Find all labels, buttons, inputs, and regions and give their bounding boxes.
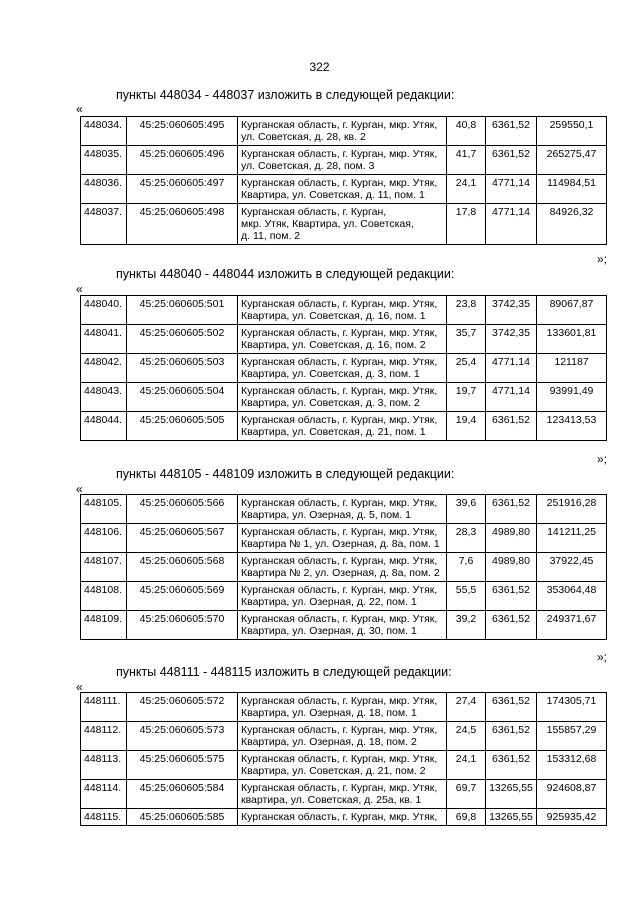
cadastral-number-cell: 45:25:060605:501 bbox=[127, 296, 238, 325]
cadastral-number-cell: 45:25:060605:573 bbox=[127, 722, 238, 751]
address-line: Квартира, ул. Советская, д. 21, пом. 2 bbox=[241, 765, 426, 777]
table-row bbox=[81, 325, 607, 354]
address-line: Квартира, ул. Советская, д. 11, пом. 1 bbox=[241, 189, 425, 201]
item-number-cell: 448115. bbox=[81, 809, 127, 826]
item-number-cell: 448112. bbox=[81, 722, 127, 751]
address-line: Курганская область, г. Курган, мкр. Утяк, bbox=[241, 811, 438, 823]
cadastral-number-cell: 45:25:060605:505 bbox=[127, 412, 238, 441]
cadastral-value-cell: 133601,81 bbox=[537, 325, 607, 354]
cadastral-number-cell: 45:25:060605:567 bbox=[127, 524, 238, 553]
section-heading: пункты 448040 - 448044 изложить в следующей редакции: bbox=[116, 267, 455, 281]
item-number-cell: 448040. bbox=[81, 296, 127, 325]
address-line: Квартира, ул. Советская, д. 3, пом. 2 bbox=[241, 397, 420, 409]
item-number-cell: 448113. bbox=[81, 751, 127, 780]
cadastral-value-cell: 155857,29 bbox=[537, 722, 607, 751]
address-cell bbox=[238, 693, 447, 722]
cadastral-number-cell: 45:25:060605:568 bbox=[127, 553, 238, 582]
unit-value-cell: 4771,14 bbox=[486, 354, 537, 383]
address-line: Квартира, ул. Озерная, д. 18, пом. 1 bbox=[241, 707, 417, 719]
address-cell bbox=[238, 325, 447, 354]
address-line: д. 11, пом. 2 bbox=[241, 230, 301, 242]
cadastral-number-cell: 45:25:060605:503 bbox=[127, 354, 238, 383]
cadastral-value-cell: 251916,28 bbox=[537, 495, 607, 524]
address-line: Курганская область, г. Курган, мкр. Утяк, bbox=[241, 148, 438, 160]
close-quote: »; bbox=[597, 452, 608, 466]
address-line: Курганская область, г. Курган, мкр. Утяк, bbox=[241, 584, 438, 596]
item-number-cell: 448044. bbox=[81, 412, 127, 441]
address-line: квартира, ул. Советская, д. 25а, кв. 1 bbox=[241, 794, 422, 806]
cadastral-number-cell: 45:25:060605:584 bbox=[127, 780, 238, 809]
address-cell bbox=[238, 722, 447, 751]
item-number-cell: 448106. bbox=[81, 524, 127, 553]
table-row bbox=[81, 495, 607, 524]
address-line: Квартира, ул. Озерная, д. 5, пом. 1 bbox=[241, 509, 411, 521]
area-cell: 41,7 bbox=[447, 146, 486, 175]
cadastral-value-cell: 259550,1 bbox=[537, 117, 607, 146]
unit-value-cell: 6361,52 bbox=[486, 495, 537, 524]
unit-value-cell: 3742,35 bbox=[486, 296, 537, 325]
table-row bbox=[81, 146, 607, 175]
unit-value-cell: 13265,55 bbox=[486, 809, 537, 826]
amendment-table bbox=[80, 295, 607, 441]
table-row bbox=[81, 296, 607, 325]
unit-value-cell: 6361,52 bbox=[486, 117, 537, 146]
table-row bbox=[81, 175, 607, 204]
address-line: Квартира, ул. Озерная, д. 22, пом. 1 bbox=[241, 596, 417, 608]
area-cell: 7,6 bbox=[447, 553, 486, 582]
address-line: Квартира, ул. Советская, д. 21, пом. 1 bbox=[241, 426, 426, 438]
area-cell: 28,3 bbox=[447, 524, 486, 553]
address-line: Курганская область, г. Курган, мкр. Утяк, bbox=[241, 298, 438, 310]
table-row bbox=[81, 553, 607, 582]
item-number-cell: 448107. bbox=[81, 553, 127, 582]
unit-value-cell: 6361,52 bbox=[486, 722, 537, 751]
address-line: Курганская область, г. Курган, мкр. Утяк, bbox=[241, 356, 438, 368]
address-line: Курганская область, г. Курган, мкр. Утяк, bbox=[241, 414, 438, 426]
unit-value-cell: 6361,52 bbox=[486, 693, 537, 722]
address-line: Курганская область, г. Курган, мкр. Утяк, bbox=[241, 753, 438, 765]
address-cell bbox=[238, 553, 447, 582]
area-cell: 40,8 bbox=[447, 117, 486, 146]
address-cell bbox=[238, 146, 447, 175]
cadastral-number-cell: 45:25:060605:497 bbox=[127, 175, 238, 204]
unit-value-cell: 4771,14 bbox=[486, 204, 537, 245]
area-cell: 39,6 bbox=[447, 495, 486, 524]
address-cell bbox=[238, 809, 447, 826]
cadastral-number-cell: 45:25:060605:569 bbox=[127, 582, 238, 611]
table-row bbox=[81, 809, 607, 826]
cadastral-value-cell: 265275,47 bbox=[537, 146, 607, 175]
cadastral-number-cell: 45:25:060605:498 bbox=[127, 204, 238, 245]
address-line: Курганская область, г. Курган, мкр. Утяк, bbox=[241, 385, 438, 397]
cadastral-number-cell: 45:25:060605:502 bbox=[127, 325, 238, 354]
unit-value-cell: 3742,35 bbox=[486, 325, 537, 354]
unit-value-cell: 4771,14 bbox=[486, 175, 537, 204]
area-cell: 24,1 bbox=[447, 751, 486, 780]
item-number-cell: 448109. bbox=[81, 611, 127, 640]
open-quote: « bbox=[76, 282, 83, 296]
cadastral-number-cell: 45:25:060605:570 bbox=[127, 611, 238, 640]
address-cell bbox=[238, 412, 447, 441]
area-cell: 19,7 bbox=[447, 383, 486, 412]
cadastral-value-cell: 925935,42 bbox=[537, 809, 607, 826]
cadastral-value-cell: 249371,67 bbox=[537, 611, 607, 640]
address-line: Квартира, ул. Советская, д. 3, пом. 1 bbox=[241, 368, 420, 380]
address-line: Курганская область, г. Курган, мкр. Утяк, bbox=[241, 327, 438, 339]
cadastral-value-cell: 114984,51 bbox=[537, 175, 607, 204]
amendment-table bbox=[80, 116, 607, 245]
cadastral-value-cell: 123413,53 bbox=[537, 412, 607, 441]
area-cell: 24,1 bbox=[447, 175, 486, 204]
address-line: Квартира, ул. Советская, д. 16, пом. 2 bbox=[241, 339, 426, 351]
area-cell: 27,4 bbox=[447, 693, 486, 722]
unit-value-cell: 4771,14 bbox=[486, 383, 537, 412]
address-line: Квартира № 1, ул. Озерная, д. 8а, пом. 1 bbox=[241, 538, 440, 550]
cadastral-value-cell: 84926,32 bbox=[537, 204, 607, 245]
address-line: ул. Советская, д. 28, кв. 2 bbox=[241, 131, 366, 143]
table-row bbox=[81, 204, 607, 245]
area-cell: 39,2 bbox=[447, 611, 486, 640]
table-row bbox=[81, 693, 607, 722]
address-line: Курганская область, г. Курган, мкр. Утяк, bbox=[241, 555, 438, 567]
unit-value-cell: 6361,52 bbox=[486, 582, 537, 611]
cadastral-number-cell: 45:25:060605:572 bbox=[127, 693, 238, 722]
cadastral-value-cell: 153312,68 bbox=[537, 751, 607, 780]
item-number-cell: 448111. bbox=[81, 693, 127, 722]
address-cell bbox=[238, 582, 447, 611]
unit-value-cell: 4989,80 bbox=[486, 553, 537, 582]
address-cell bbox=[238, 611, 447, 640]
address-cell bbox=[238, 296, 447, 325]
close-quote: »; bbox=[597, 650, 608, 664]
cadastral-number-cell: 45:25:060605:566 bbox=[127, 495, 238, 524]
address-line: Курганская область, г. Курган, мкр. Утяк, bbox=[241, 177, 438, 189]
cadastral-value-cell: 174305,71 bbox=[537, 693, 607, 722]
address-line: Квартира № 2, ул. Озерная, д. 8а, пом. 2 bbox=[241, 567, 440, 579]
unit-value-cell: 6361,52 bbox=[486, 611, 537, 640]
open-quote: « bbox=[76, 102, 83, 116]
table-row bbox=[81, 117, 607, 146]
unit-value-cell: 6361,52 bbox=[486, 146, 537, 175]
item-number-cell: 448108. bbox=[81, 582, 127, 611]
table-row bbox=[81, 354, 607, 383]
address-line: Курганская область, г. Курган, мкр. Утяк, bbox=[241, 613, 438, 625]
page-number: 322 bbox=[309, 60, 330, 74]
table-row bbox=[81, 611, 607, 640]
address-line: Курганская область, г. Курган, мкр. Утяк, bbox=[241, 782, 438, 794]
amendment-table bbox=[80, 494, 607, 640]
address-cell bbox=[238, 495, 447, 524]
section-heading: пункты 448105 - 448109 изложить в следующей редакции: bbox=[116, 467, 455, 481]
item-number-cell: 448041. bbox=[81, 325, 127, 354]
address-line: ул. Советская, д. 28, пом. 3 bbox=[241, 160, 375, 172]
close-quote: »; bbox=[597, 252, 608, 266]
cadastral-number-cell: 45:25:060605:496 bbox=[127, 146, 238, 175]
area-cell: 69,7 bbox=[447, 780, 486, 809]
unit-value-cell: 4989,80 bbox=[486, 524, 537, 553]
area-cell: 69,8 bbox=[447, 809, 486, 826]
item-number-cell: 448042. bbox=[81, 354, 127, 383]
item-number-cell: 448035. bbox=[81, 146, 127, 175]
cadastral-value-cell: 353064,48 bbox=[537, 582, 607, 611]
cadastral-number-cell: 45:25:060605:585 bbox=[127, 809, 238, 826]
area-cell: 24,5 bbox=[447, 722, 486, 751]
cadastral-number-cell: 45:25:060605:575 bbox=[127, 751, 238, 780]
open-quote: « bbox=[76, 680, 83, 694]
area-cell: 17,8 bbox=[447, 204, 486, 245]
area-cell: 35,7 bbox=[447, 325, 486, 354]
item-number-cell: 448034. bbox=[81, 117, 127, 146]
table-row bbox=[81, 722, 607, 751]
address-line: Квартира, ул. Озерная, д. 18, пом. 2 bbox=[241, 736, 417, 748]
table-row bbox=[81, 383, 607, 412]
address-line: Курганская область, г. Курган, мкр. Утяк, bbox=[241, 119, 438, 131]
cadastral-value-cell: 141211,25 bbox=[537, 524, 607, 553]
area-cell: 55,5 bbox=[447, 582, 486, 611]
item-number-cell: 448043. bbox=[81, 383, 127, 412]
address-line: мкр. Утяк, Квартира, ул. Советская, bbox=[241, 218, 414, 230]
table-row bbox=[81, 524, 607, 553]
area-cell: 19,4 bbox=[447, 412, 486, 441]
address-line: Курганская область, г. Курган, мкр. Утяк, bbox=[241, 695, 438, 707]
amendment-table bbox=[80, 692, 607, 826]
cadastral-value-cell: 121187 bbox=[537, 354, 607, 383]
address-line: Курганская область, г. Курган, bbox=[241, 206, 387, 218]
item-number-cell: 448105. bbox=[81, 495, 127, 524]
item-number-cell: 448037. bbox=[81, 204, 127, 245]
cadastral-number-cell: 45:25:060605:495 bbox=[127, 117, 238, 146]
unit-value-cell: 6361,52 bbox=[486, 751, 537, 780]
area-cell: 25,4 bbox=[447, 354, 486, 383]
address-cell bbox=[238, 780, 447, 809]
address-line: Курганская область, г. Курган, мкр. Утяк, bbox=[241, 497, 438, 509]
table-row bbox=[81, 780, 607, 809]
cadastral-value-cell: 93991,49 bbox=[537, 383, 607, 412]
section-heading: пункты 448034 - 448037 изложить в следующей редакции: bbox=[116, 88, 455, 102]
section-heading: пункты 448111 - 448115 изложить в следующей редакции: bbox=[116, 665, 452, 679]
area-cell: 23,8 bbox=[447, 296, 486, 325]
address-cell bbox=[238, 354, 447, 383]
address-line: Квартира, ул. Советская, д. 16, пом. 1 bbox=[241, 310, 426, 322]
address-cell bbox=[238, 175, 447, 204]
cadastral-number-cell: 45:25:060605:504 bbox=[127, 383, 238, 412]
open-quote: « bbox=[76, 482, 83, 496]
unit-value-cell: 6361,52 bbox=[486, 412, 537, 441]
cadastral-value-cell: 37922,45 bbox=[537, 553, 607, 582]
item-number-cell: 448114. bbox=[81, 780, 127, 809]
address-cell bbox=[238, 204, 447, 245]
address-line: Квартира, ул. Озерная, д. 30, пом. 1 bbox=[241, 625, 417, 637]
table-row bbox=[81, 582, 607, 611]
item-number-cell: 448036. bbox=[81, 175, 127, 204]
address-cell bbox=[238, 383, 447, 412]
address-line: Курганская область, г. Курган, мкр. Утяк, bbox=[241, 724, 438, 736]
address-cell bbox=[238, 524, 447, 553]
table-row bbox=[81, 751, 607, 780]
address-line: Курганская область, г. Курган, мкр. Утяк, bbox=[241, 526, 438, 538]
table-row bbox=[81, 412, 607, 441]
address-cell bbox=[238, 117, 447, 146]
address-cell bbox=[238, 751, 447, 780]
cadastral-value-cell: 89067,87 bbox=[537, 296, 607, 325]
cadastral-value-cell: 924608,87 bbox=[537, 780, 607, 809]
unit-value-cell: 13265,55 bbox=[486, 780, 537, 809]
